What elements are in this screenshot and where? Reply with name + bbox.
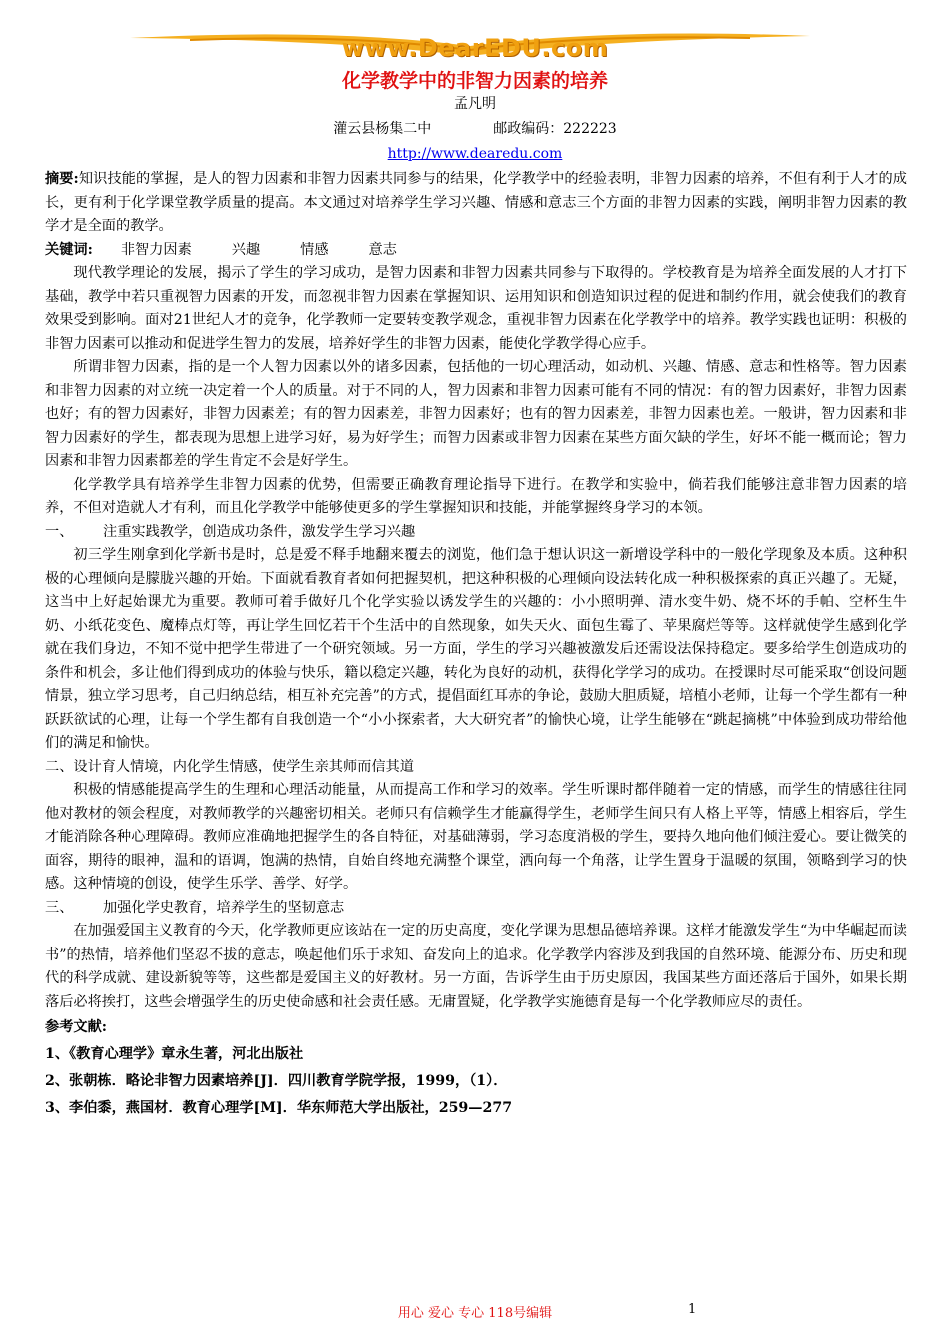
keyword: 兴趣 xyxy=(231,241,261,258)
section-number: 二、 xyxy=(45,758,74,775)
section-title: 加强化学史教育，培养学生的坚韧意志 xyxy=(103,899,345,916)
page-title: 化学教学中的非智力因素的培养 xyxy=(341,70,608,92)
keyword: 非智力因素 xyxy=(120,241,192,258)
references xyxy=(45,1014,907,1122)
affiliation-line xyxy=(0,119,950,139)
site-link[interactable]: http://www.dearedu.com xyxy=(387,146,563,162)
paragraph: 化学教学具有培养学生非智力因素的优势，但需要正确教育理论指导下进行。在教学和实验中，倘若我们能够注意非智力因素的培养，不但对造就人才有利，而且化学教学中能够使更多的学生掌握知识和技能，并能掌握终身学习的本领。 xyxy=(45,476,907,516)
section-text: 积极的情感能提高学生的生理和心理活动能量，从而提高工作和学习的效率。学生听课时都伴随着一定的情感，而学生的情感往往同他对教材的领会程度，对教师教学的兴趣密切相关。老师只有信赖学生才能赢得学生，老师学生间只有人格上平等，情感上相容后，学生才能消除各种心理障碍。教师应准确地把握学生的各自特征，对基础薄弱，学习态度消极的学生，要持久地向他们倾注爱心。要让微笑的面容，期待的眼神，温和的语调，饱满的热情，自始自终地充满整个课堂，洒向每一个角落，让学生置身于温暖的氛围，领略到学习的快感。这种情境的创设，使学生乐学、善学、好学。 xyxy=(45,782,907,892)
section-heading xyxy=(45,897,907,921)
keywords xyxy=(45,239,907,263)
keywords-label: 关键词: xyxy=(45,241,93,258)
paragraph: 所谓非智力因素，指的是一个人智力因素以外的诸多因素，包括他的一切心理活动，如动机、兴趣、情感、意志和性格等。智力因素和非智力因素的对立统一决定着一个人的质量。对于不同的人，智力因素和非智力因素可能有不同的情况：有的智力因素好，非智力因素也好；有的智力因素好，非智力因素差；有的智力因素差，非智力因素好；也有的智力因素差，非智力因素也差。一般讲，智力因素和非智力因素好的学生，都表现为思想上进学习好，易为好学生；而智力因素或非智力因素在某些方面欠缺的学生，好坏不能一概而论；智力因素和非智力因素都差的学生肯定不会是好学生。 xyxy=(45,359,907,469)
section-title: 设计育人情境，内化学生情感，使学生亲其师而信其道 xyxy=(73,758,414,775)
author: 孟凡明 xyxy=(454,96,496,112)
section-heading xyxy=(45,521,907,545)
section-number: 三、 xyxy=(45,899,74,916)
reference-item: 2、张朝栋．略论非智力因素培养[J]．四川教育学院学报，1999，（1）． xyxy=(45,1073,508,1089)
postcode: 邮政编码：222223 xyxy=(493,121,617,137)
page-number: 1 xyxy=(688,1302,697,1317)
footer-text: 用心 爱心 专心 118号编辑 xyxy=(397,1306,553,1321)
site-name: www.DearEDU.com xyxy=(341,34,609,62)
section-text: 在加强爱国主义教育的今天，化学教师更应该站在一定的历史高度，变化学课为思想品德培养课。这样才能激发学生“为中华崛起而读书”的热情，培养他们坚忍不拔的意志，唤起他们乐于求知、奋发向上的追求。化学教学内容涉及到我国的自然环境、能源分布、历史和现代的科学成就、建设新貌等等，这些都是爱国主义的好教材。另一方面，告诉学生由于历史原因，我国某些方面还落后于国外，如果长期落后必将挨打，这些会增强学生的历史使命感和社会责任感。无庸置疑，化学教学实施德育是每一个化学教师应尽的责任。 xyxy=(45,923,907,1010)
abstract-text: 知识技能的掌握，是人的智力因素和非智力因素共同参与的结果，化学教学中的经验表明，非智力因素的培养，不但有利于人才的成长，更有利于化学课堂教学质量的提高。本文通过对培养学生学习兴趣、情感和意志三个方面的非智力因素的实践，阐明非智力因素的教学才是全面的教学。 xyxy=(45,171,907,234)
section-number: 一、 xyxy=(45,523,74,540)
reference-item: 3、李伯黍，燕国材．教育心理学[M]．华东师范大学出版社，259—277 xyxy=(45,1100,513,1116)
section-title: 注重实践教学，创造成功条件，激发学生学习兴趣 xyxy=(103,523,416,540)
abstract xyxy=(45,168,907,239)
article-body xyxy=(45,168,907,1122)
paragraph: 现代教学理论的发展，揭示了学生的学习成功，是智力因素和非智力因素共同参与下取得的。学校教育是为培养全面发展的人才打下基础，教学中若只重视智力因素的开发，而忽视非智力因素在掌握知识、运用知识和创造知识过程的促进和制约作用，就会使我们的教育效果受到影响。面对21世纪人才的竞争，化学教师一定要转变教学观念，重视非智力因素在化学教学中的培养。教学实践也证明：积极的非智力因素可以推动和促进学生智力的发展，培养好学生的非智力因素，能使化学教学得心应手。 xyxy=(45,265,907,352)
affiliation: 灌云县杨集二中 xyxy=(333,121,432,137)
section-text: 初三学生刚拿到化学新书是时，总是爱不释手地翻来覆去的浏览，他们急于想认识这一新增设学科中的一般化学现象及本质。这种积极的心理倾向是朦胧兴趣的开始。下面就看教育者如何把握契机，把这种积极的心理倾向设法转化成一种积极探索的真正兴趣了。无疑，这当中上好起始课尤为重要。教师可着手做好几个化学实验以诱发学生的兴趣的：小小照明弹、清水变牛奶、烧不坏的手帕、空杯生牛奶、小纸花变色、魔棒点灯等，再让学生回忆若干个生活中的自然现象，如失天火、面包生霉了、苹果腐烂等等。这样就使学生感到化学就在我们身边，不知不觉中把学生带进了一个研究领域。另一方面，学生的学习兴趣被激发后还需设法保持稳定。要多给学生创造成功的条件和机会，多让他们得到成功的体验与快乐，籍以稳定兴趣，转化为良好的动机，获得化学学习的成功。在授课时尽可能采取“创设问题情景，独立学习思考，自己归纳总结，相互补充完善”的方式，提倡面红耳赤的争论，鼓励大胆质疑，培植小老师，让每一个学生都有一种跃跃欲试的心理，让每一个学生都有自我创造一个“小小探索者，大大研究者”的愉快心境，让学生能够在“跳起摘桃”中体验到成功带给他们的满足和愉快。 xyxy=(45,547,907,751)
reference-item: 1、《教育心理学》章永生著，河北出版社 xyxy=(45,1046,304,1062)
keyword: 情感 xyxy=(300,241,329,258)
keyword: 意志 xyxy=(368,241,397,258)
abstract-label: 摘要: xyxy=(45,171,79,187)
section-heading xyxy=(45,756,907,780)
references-label: 参考文献: xyxy=(45,1019,107,1035)
